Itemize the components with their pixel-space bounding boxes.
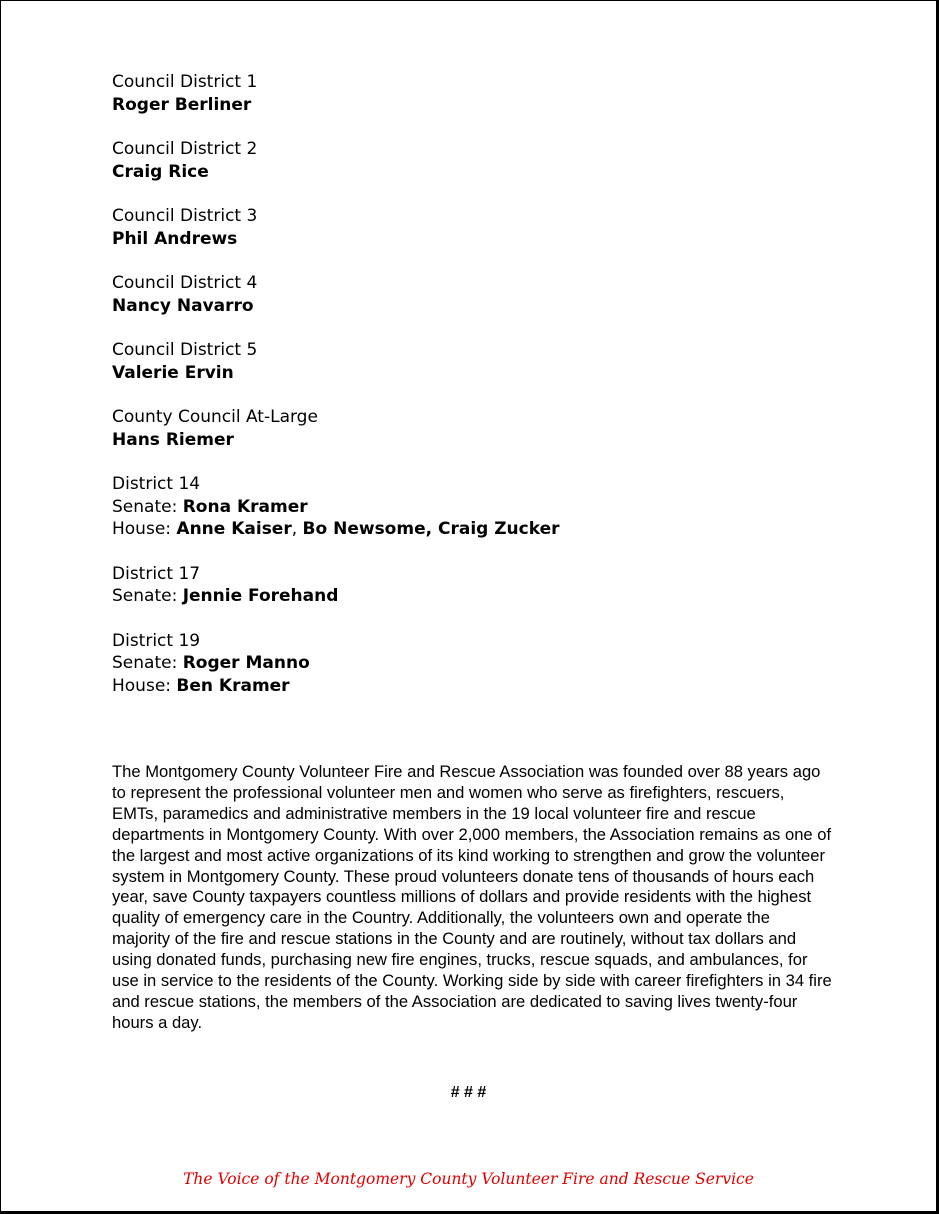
office-label: Council District 5	[112, 340, 258, 360]
senate-label: Senate:	[112, 653, 183, 673]
endorsement-council-district-2	[112, 138, 872, 183]
senate-label: Senate:	[112, 586, 183, 606]
office-label: Council District 2	[112, 139, 258, 159]
office-label: Council District 1	[112, 72, 258, 92]
candidate-name: Craig Rice	[112, 161, 209, 182]
endorsement-district-19	[112, 630, 872, 698]
candidate-name: Hans Riemer	[112, 429, 234, 450]
association-about-paragraph: The Montgomery County Volunteer Fire and Rescue Association was founded over 88 years ago to represent the professional volunteer men and women who serve as firefighters, rescuers, EMTs, paramedics and administrative members in the 19 local volunteer fire and rescue departments in Montgomery County. With over 2,000 members, the Association remains as one of the largest and most active organizations of its kind working to strengthen and grow the volunteer system in Montgomery County. These proud volunteers donate tens of thousands of hours each year, save County taxpayers countless millions of dollars and provide residents with the highest quality of emergency care in the Country. Additionally, the volunteers own and operate the majority of the fire and rescue stations in the County and are routinely, without tax dollars and using donated funds, purchasing new fire engines, trucks, rescue squads, and ambulances, for use in service to the residents of the County. Working side by side with career firefighters in 34 fire and rescue stations, the members of the Association are dedicated to saving lives twenty-four hours a day.	[112, 762, 832, 1032]
district-title: District 19	[112, 630, 201, 651]
candidate-name: Valerie Ervin	[112, 362, 234, 383]
house-candidate: Ben Kramer	[176, 675, 290, 696]
senate-line	[112, 585, 872, 608]
house-label: House:	[112, 675, 177, 696]
house-candidate-first: Anne Kaiser	[176, 519, 292, 539]
endorsement-council-at-large	[112, 406, 872, 451]
endorsement-district-14	[112, 473, 872, 541]
office-label: Council District 4	[112, 273, 258, 293]
house-line	[112, 675, 872, 698]
endorsement-council-district-1	[112, 71, 872, 116]
senate-candidate: Jennie Forehand	[182, 586, 339, 606]
senate-line	[112, 496, 872, 519]
candidate-name: Roger Berliner	[112, 94, 252, 115]
senate-line	[112, 652, 872, 675]
house-candidates-rest: Bo Newsome, Craig Zucker	[302, 519, 560, 539]
house-label: House:	[112, 519, 177, 539]
district-title: District 17	[112, 563, 201, 584]
endorsement-district-17	[112, 563, 872, 608]
endorsement-council-district-4	[112, 272, 872, 317]
senate-candidate: Rona Kramer	[182, 496, 308, 517]
senate-candidate: Roger Manno	[182, 653, 310, 673]
office-label: County Council At-Large	[112, 407, 318, 427]
end-mark: # # #	[450, 1084, 487, 1101]
candidate-name: Phil Andrews	[112, 228, 238, 249]
endorsement-list	[112, 71, 872, 719]
house-line	[112, 518, 872, 541]
candidate-name: Nancy Navarro	[112, 295, 254, 316]
endorsement-council-district-5	[112, 339, 872, 384]
district-title: District 14	[112, 474, 201, 494]
footer-tagline: The Voice of the Montgomery County Volunteer Fire and Rescue Service	[183, 1170, 754, 1188]
office-label: Council District 3	[112, 206, 258, 226]
senate-label: Senate:	[112, 496, 183, 517]
house-separator: ,	[291, 519, 303, 539]
endorsement-council-district-3	[112, 205, 872, 250]
